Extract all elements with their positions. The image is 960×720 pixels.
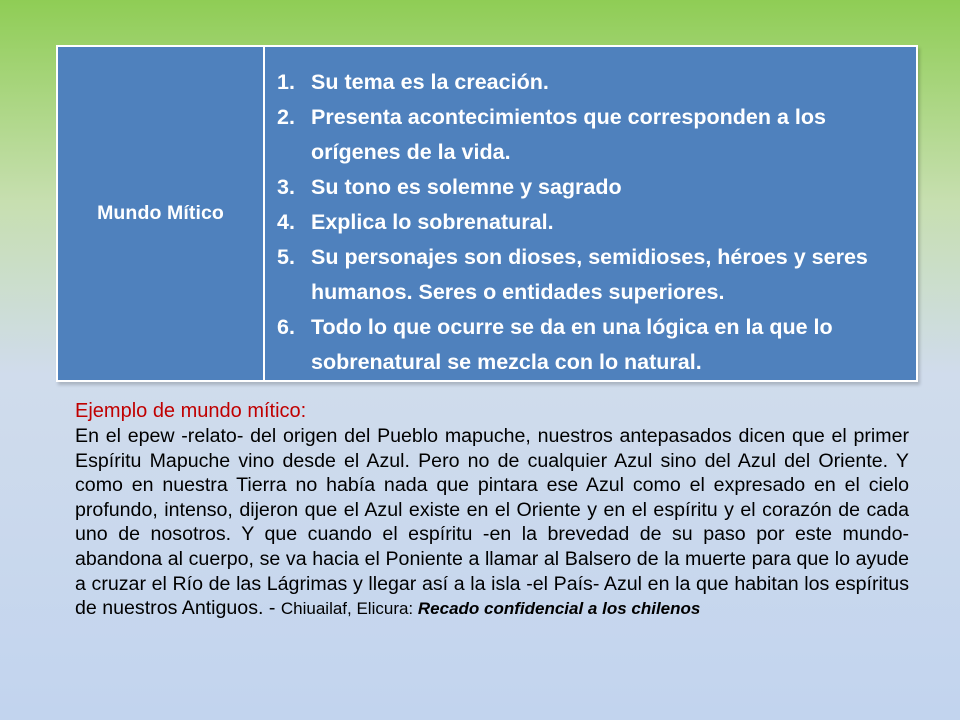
list-item-text: Su tono es solemne y sagrado [311,175,622,199]
characteristics-table [56,45,918,382]
list-item-text: Explica lo sobrenatural. [311,210,554,234]
list-number: 6. [277,315,295,339]
list-number: 2. [277,105,295,129]
example-text: En el epew -relato- del origen del Pueblo mapuche, nuestros antepasados dicen que el primer Espíritu Mapuche vino desde el Azul. Pero no de cualquier Azul sino del Azul del Oriente. Y como en nuestra Tierra no había nada que pintara ese Azul como el expresado en el cielo profundo, intenso, dijeron que el Azul existe en el Oriente y en el espíritu y el corazón de cada uno de nosotros. Y que cuando el espíritu -en la brevedad de su paso por este mundo- abandona al cuerpo, se va hacia el Poniente a llamar al Balsero de la muerte para que lo ayude a cruzar el Río de las Lágrimas y llegar así a la isla -el País- Azul en la que habitan los espíritus de nuestros Antiguos. - [75,425,909,620]
list-item [271,240,906,310]
list-number: 4. [277,210,295,234]
example-block [75,398,909,621]
list-item-text: Todo lo que ocurre se da en una lógica en la que lo sobrenatural se mezcla con lo natural. [311,315,833,374]
characteristics-cell [264,46,917,381]
list-item-text: Presenta acontecimientos que corresponden a los orígenes de la vida. [311,105,826,164]
term-cell: Mundo Mítico [57,46,264,381]
list-item [271,100,906,170]
list-number: 5. [277,245,295,269]
citation-author: Chiuailaf, Elicura: [280,599,418,619]
list-item-text: Su personajes son dioses, semidioses, héroes y seres humanos. Seres o entidades superiores. [311,245,868,304]
table-row [57,46,917,381]
example-heading: Ejemplo de mundo mítico: [75,400,307,422]
list-number: 3. [277,175,295,199]
citation-title: Recado confidencial a los chilenos [417,599,701,619]
list-number: 1. [277,70,295,94]
example-body [75,424,909,621]
list-item [271,310,906,380]
list-item [271,170,906,205]
list-item [271,65,906,100]
list-item-text: Su tema es la creación. [311,70,549,94]
list-item [271,205,906,240]
characteristics-list [271,65,906,380]
